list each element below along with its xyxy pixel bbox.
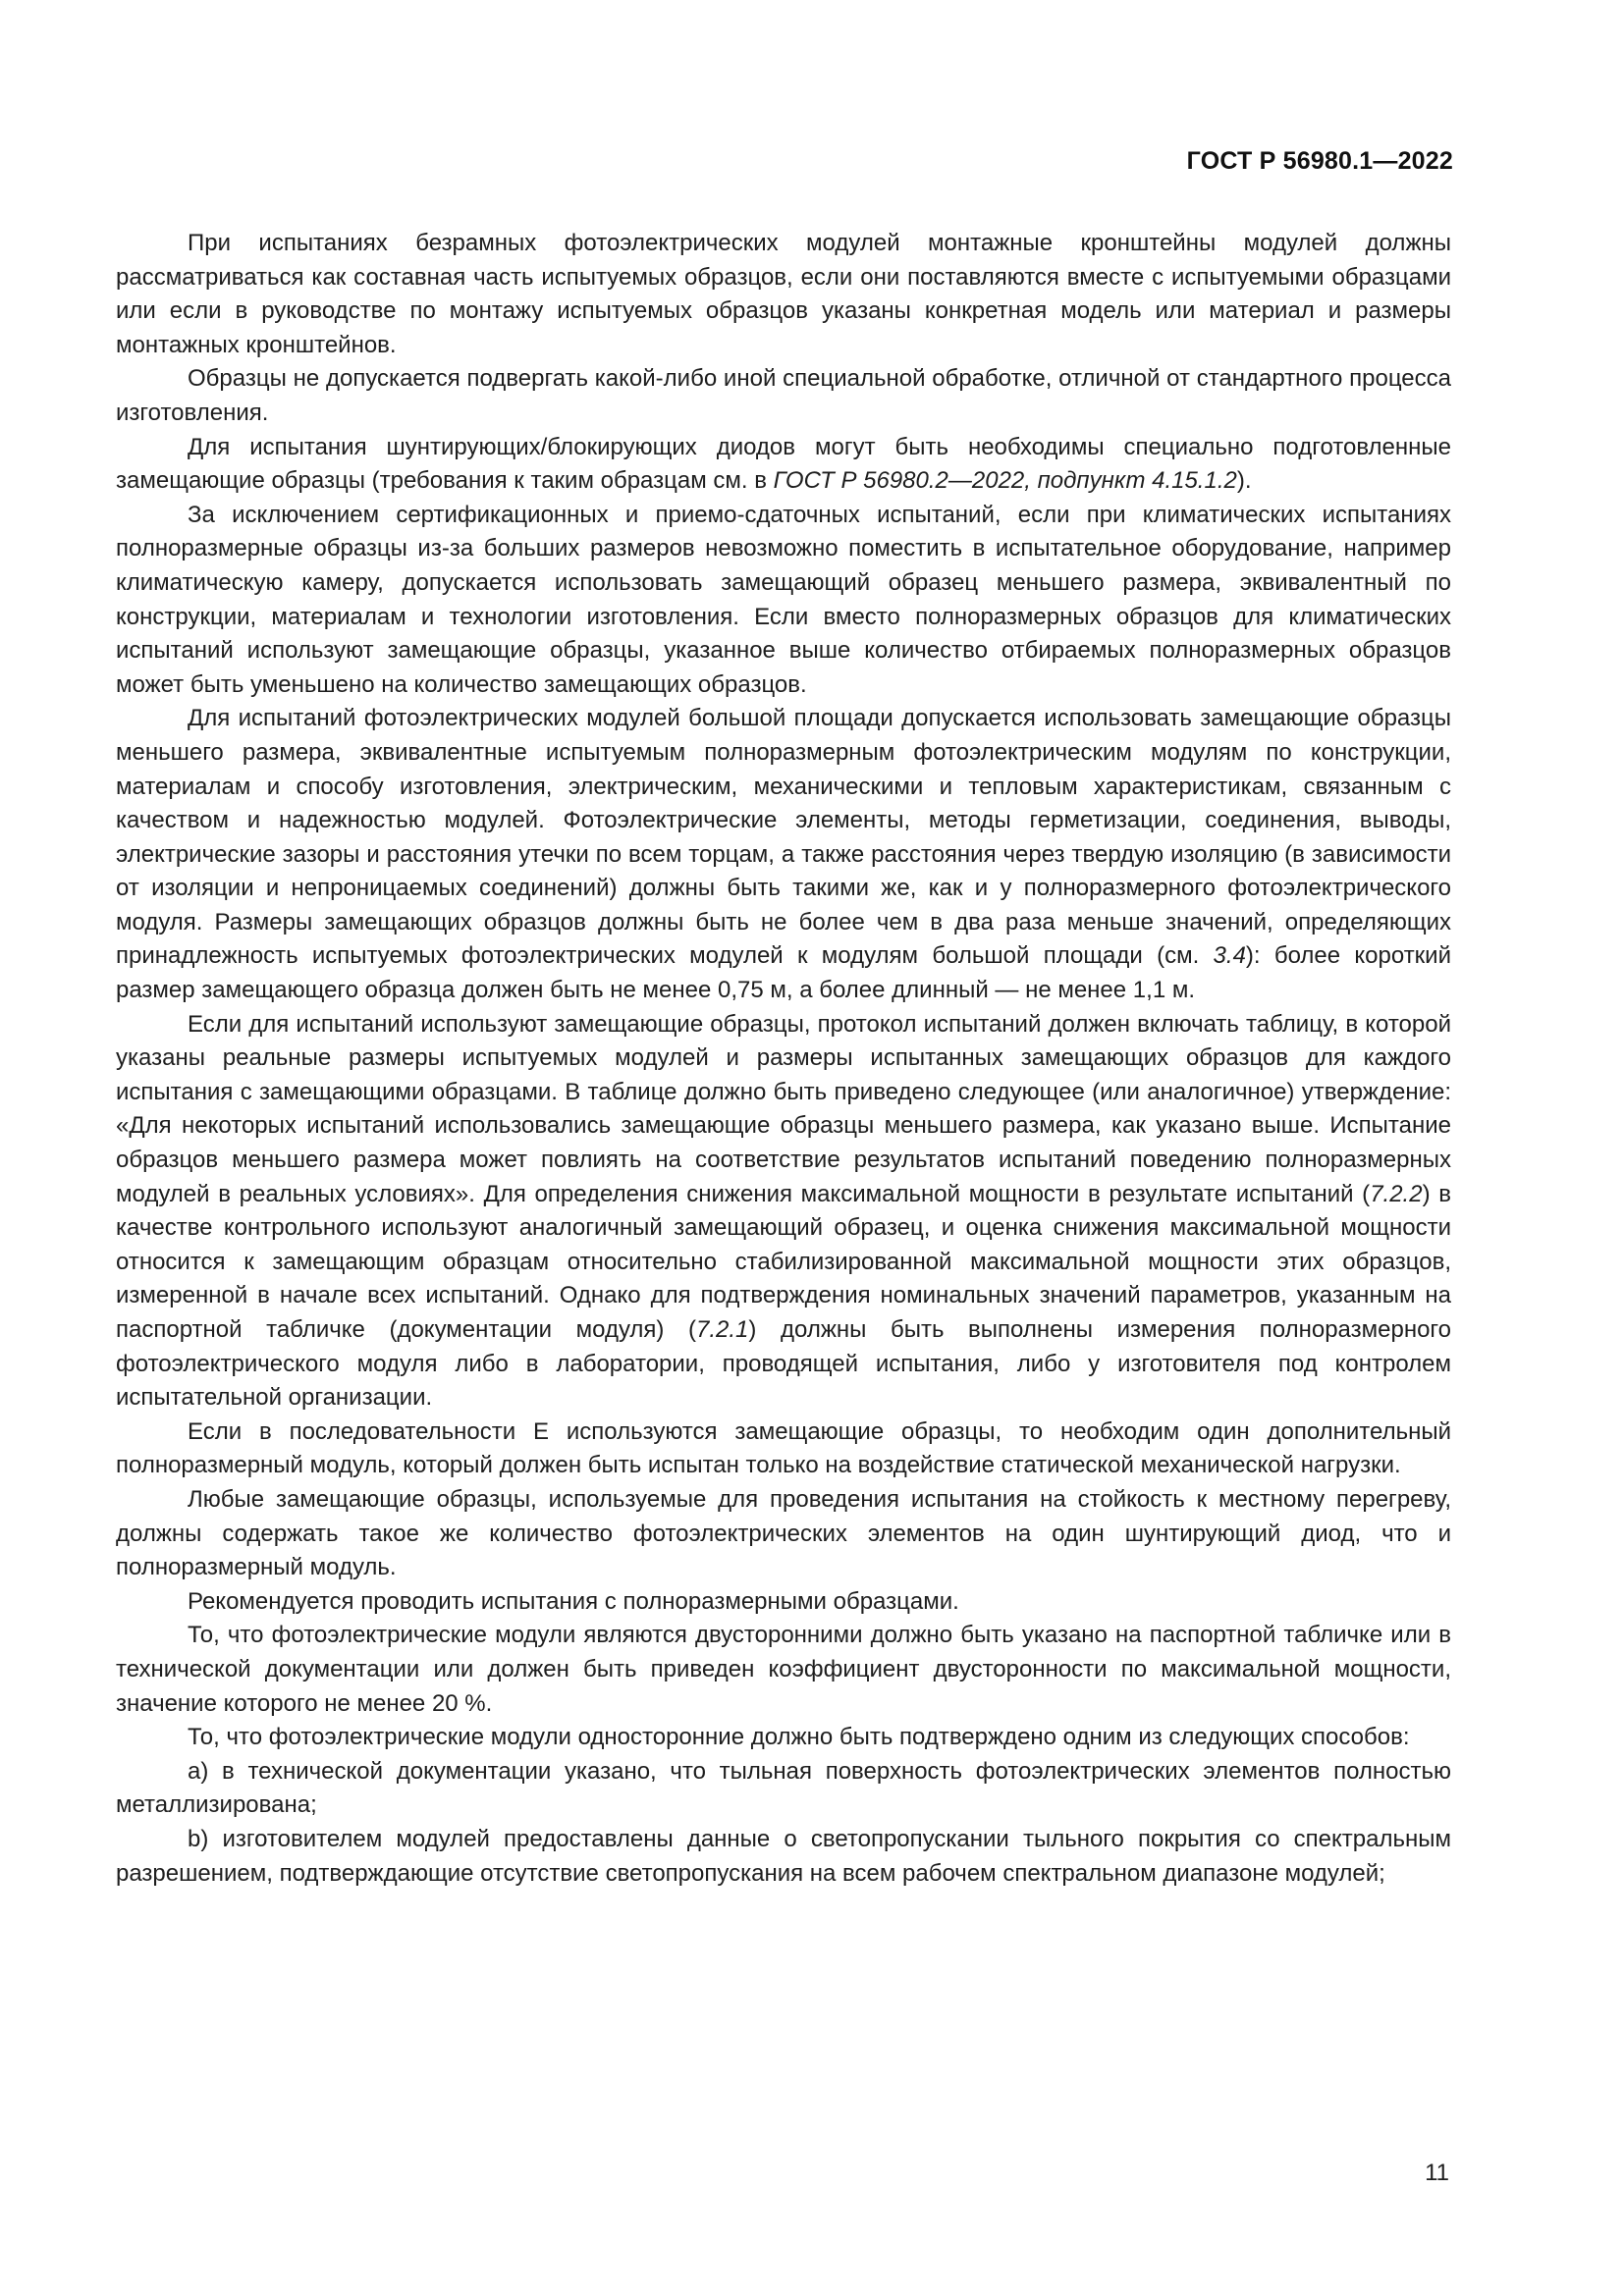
paragraph-bifacial: То, что фотоэлектрические модули являются двусторонними должно быть указано на паспортной табличке или в технической документации или должен быть приведен коэффициент двусторонности по максимальной мощности, значение которого не менее 20 %. [116,1622,1451,1717]
paragraph-monofacial: То, что фотоэлектрические модули односторонние должно быть подтверждено одним из следующих способов: [188,1724,1410,1751]
paragraph-text: Для испытания шунтирующих/блокирующих диодов могут быть необходимы специально подготовленные замещающие образцы (требования к таким образцам см. в [116,433,1451,495]
reference-link: 3.4 [1213,942,1246,970]
page-number: 11 [1425,2160,1449,2186]
paragraph-text: ). [1236,467,1252,495]
paragraph-climatic-tests: За исключением сертификационных и приемо-сдаточных испытаний, если при климатических испытаниях полноразмерные образцы из-за больших размеров невозможно поместить в испытательное оборудование, например климатическую камеру, допускается использовать замещающий образец меньшего размера, эквивалентный по конструкции, материалам и технологии изготовления. Если вместо полноразмерных образцов для климатических испытаний используют замещающие образцы, указанное выше количество отбираемых полноразмерных образцов может быть уменьшено на количество замещающих образцов. [116,501,1451,698]
paragraph-recommendation: Рекомендуется проводить испытания с полноразмерными образцами. [188,1587,959,1615]
paragraph-text: ) должны быть выполнены измерения полноразмерного фотоэлектрического модуля либо в лаборатории, проводящей испытания, либо у изготовителя под контролем испытательной организации. [116,1316,1452,1412]
paragraph-text: Для испытаний фотоэлектрических модулей большой площади допускается использовать замещающие образцы меньшего размера, эквивалентные испытуемым полноразмерным фотоэлектрическим модулям по конструкции, материалам и способу изготовления, электрическим, механическими и тепловым характеристикам, связанным с качеством и надежностью модулей. Фотоэлектрические элементы, методы герметизации, соединения, выводы, электрические зазоры и расстояния утечки по всем торцам, а также расстояния через твердую изоляцию (в зависимости от изоляции и непроницаемых соединений) должны быть такими же, как и у полноразмерного фотоэлектрического модуля. Размеры замещающих образцов должны быть не более чем в два раза меньше значений, определяющих принадлежность испытуемых фотоэлектрических модулей к модулям большой площади (см. [116,705,1451,970]
paragraph-text: ): более короткий размер замещающего образца должен быть не менее 0,75 м, а более длинный — не менее 1,1 м. [116,942,1451,1004]
paragraph-no-special-treatment: Образцы не допускается подвергать какой-либо иной специальной обработке, отличной от стандартного процесса изготовления. [116,365,1451,426]
paragraph-text: ) в качестве контрольного используют аналогичный замещающий образец, и оценка снижения максимальной мощности относится к замещающим образцам относительно стабилизированной максимальной мощности этих образцов, измеренной в начале всех испытаний. Однако для подтверждения номинальных значений параметров, указанным на паспортной табличке (документации модуля) ( [116,1180,1451,1343]
document-header-id: ГОСТ Р 56980.1—2022 [1186,147,1453,175]
paragraph-frameless-modules: При испытаниях безрамных фотоэлектрических модулей монтажные кронштейны модулей должны рассматриваться как составная часть испытуемых образцов, если они поставляются вместе с испытуемыми образцами или если в руководстве по монтажу испытуемых образцов указаны конкретная модель или материал и размеры монтажных кронштейнов. [116,230,1451,358]
paragraph-text: Если для испытаний используют замещающие образцы, протокол испытаний должен включать таблицу, в которой указаны реальные размеры испытуемых модулей и размеры испытанных замещающих образцов для каждого испытания с замещающими образцами. В таблице должно быть приведено следующее (или аналогичное) утверждение: «Для некоторых испытаний использовались замещающие образцы меньшего размера, как указано выше. Испытание образцов меньшего размера может повлиять на соответствие результатов испытаний поведению полноразмерных модулей в реальных условиях». Для определения снижения максимальной мощности в результате испытаний ( [116,1010,1451,1207]
paragraph-large-area-modules [116,702,1451,1007]
paragraph-test-protocol [116,1008,1451,1415]
reference-link: 7.2.1 [696,1316,749,1343]
paragraph-sequence-e: Если в последовательности E используются замещающие образцы, то необходим один дополнительный полноразмерный модуль, который должен быть испытан только на воздействие статической механической нагрузки. [116,1417,1451,1479]
document-body [116,227,1451,1891]
paragraph-bypass-diodes [116,431,1451,499]
list-item-a: а) в технической документации указано, что тыльная поверхность фотоэлектрических элементов полностью металлизирована; [116,1757,1451,1819]
reference-link: 7.2.2 [1370,1180,1423,1207]
list-item-b: b) изготовителем модулей предоставлены данные о светопропускании тыльного покрытия со спектральным разрешением, подтверждающие отсутствие светопропускания на всем рабочем спектральном диапазоне модулей; [116,1825,1451,1887]
reference-link: ГОСТ Р 56980.2—2022, подпункт 4.15.1.2 [773,467,1237,495]
paragraph-hot-spot: Любые замещающие образцы, используемые для проведения испытания на стойкость к местному перегреву, должны содержать такое же количество фотоэлектрических элементов на один шунтирующий диод, что и полноразмерный модуль. [116,1485,1451,1581]
